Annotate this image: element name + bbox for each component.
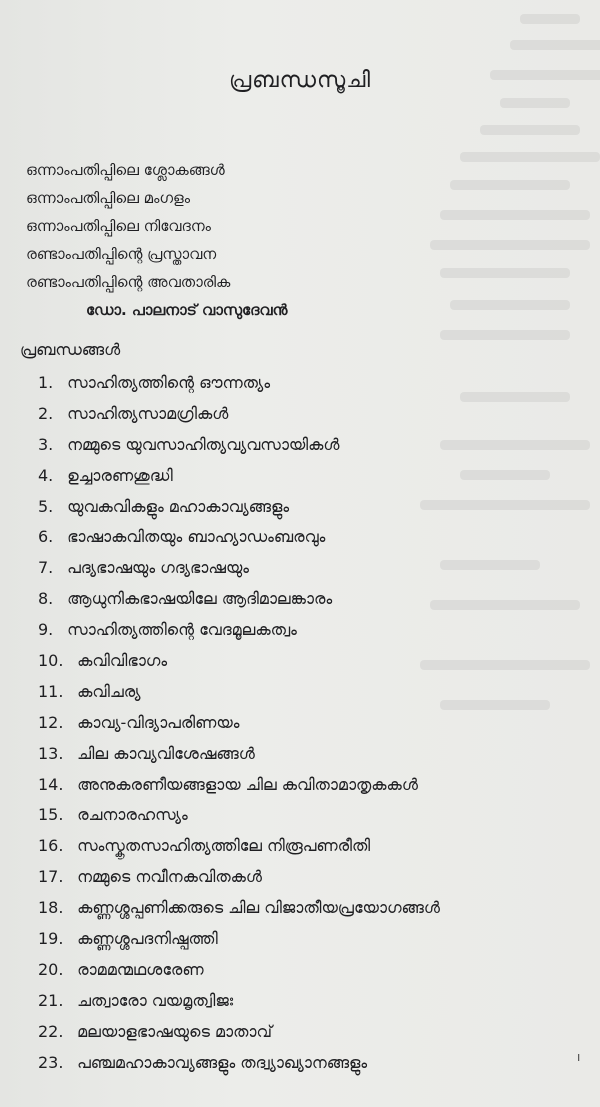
essay-title: മലയാളഭാഷയുടെ മാതാവ് <box>77 1021 272 1041</box>
essay-number: 10. <box>38 651 64 671</box>
front-matter-item: രണ്ടാംപതിപ്പിന്റെ പ്രസ്താവന <box>26 245 217 263</box>
essay-item <box>38 646 440 677</box>
essay-number: 11. <box>38 681 64 701</box>
essay-title: നമ്മുടെ നവീനകവിതകൾ <box>77 867 262 887</box>
essay-number: 5. <box>38 496 54 516</box>
essay-item <box>38 770 440 801</box>
essay-item <box>38 430 440 461</box>
essay-title: പദ്യഭാഷയും ഗദ്യഭാഷയും <box>67 558 249 578</box>
essay-number: 17. <box>38 867 64 887</box>
essay-title: രചനാരഹസ്യം <box>77 805 188 825</box>
essay-number: 4. <box>38 465 54 485</box>
essay-item <box>38 708 440 739</box>
essay-title: ഉച്ചാരണശുദ്ധി <box>67 465 173 485</box>
essay-number: 12. <box>38 712 64 732</box>
essay-title: സംസ്കൃതസാഹിത്യത്തിലേ നിരൂപണരീതി <box>77 836 371 856</box>
essay-number: 16. <box>38 836 64 856</box>
essay-item <box>38 492 440 523</box>
front-matter-list <box>26 156 287 324</box>
essay-number: 8. <box>38 589 54 609</box>
essay-number: 19. <box>38 929 64 949</box>
essay-item <box>38 893 440 924</box>
essay-item <box>38 677 440 708</box>
essay-item <box>38 831 440 862</box>
essay-number: 23. <box>38 1052 64 1072</box>
essay-list <box>38 368 440 1078</box>
essay-item <box>38 739 440 770</box>
essay-item <box>38 800 440 831</box>
essay-title: ഭാഷാകവിതയും ബാഹ്യാഡംബരവും <box>67 527 326 547</box>
essay-item <box>38 461 440 492</box>
essay-item <box>38 399 440 430</box>
front-matter-item: ഒന്നാംപതിപ്പിലെ ശ്ലോകങ്ങൾ <box>26 161 225 179</box>
essay-item <box>38 862 440 893</box>
essay-item <box>38 1017 440 1048</box>
essay-number: 9. <box>38 620 54 640</box>
essay-item <box>38 584 440 615</box>
essay-number: 1. <box>38 373 54 392</box>
essay-number: 18. <box>38 898 64 918</box>
essay-number: 13. <box>38 743 64 763</box>
essay-title: കാവ്യ-വിദ്യാപരിണയം <box>77 712 240 732</box>
essay-number: 3. <box>38 434 54 454</box>
essay-title: പഞ്ചമഹാകാവ്യങ്ങളും തദ്വ്യാഖ്യാനങ്ങളും <box>77 1052 368 1072</box>
essay-number: 22. <box>38 1021 64 1041</box>
section-heading: പ്രബന്ധങ്ങൾ <box>20 340 121 359</box>
essay-title: സാഹിത്യത്തിന്റെ വേദമൂലകത്വം <box>67 620 297 640</box>
essay-item <box>38 522 440 553</box>
front-matter-item: ഒന്നാംപതിപ്പിലെ മംഗളം <box>26 189 191 207</box>
essay-title: കവിവിഭാഗം <box>77 651 168 671</box>
essay-item <box>38 986 440 1017</box>
essay-title: നമ്മുടെ യുവസാഹിത്യവ്യവസായികൾ <box>67 434 340 454</box>
essay-number: 2. <box>38 403 54 423</box>
essay-title: കണ്ണശ്ശപദനിഷ്പത്തി <box>77 929 218 949</box>
essay-title: കവിചര്യ <box>77 681 141 701</box>
essay-item <box>38 1048 440 1079</box>
essay-title: സാഹിത്യത്തിന്റെ ഔന്നത്യം <box>67 373 271 392</box>
essay-title: ചത്വാരോ വയമൃത്വിജഃ <box>77 990 234 1010</box>
essay-item <box>38 615 440 646</box>
essay-number: 7. <box>38 558 54 578</box>
essay-title: സാഹിത്യസാമഗ്രികൾ <box>67 403 229 423</box>
essay-title: ചില കാവ്യവിശേഷങ്ങൾ <box>77 743 255 763</box>
essay-item <box>38 955 440 986</box>
essay-title: ആധുനികഭാഷയിലേ ആദിമാലങ്കാരം <box>67 589 333 609</box>
essay-number: 20. <box>38 959 64 979</box>
essay-number: 6. <box>38 527 54 547</box>
essay-number: 21. <box>38 990 64 1010</box>
page-title: പ്രബന്ധസൂചി <box>229 68 371 93</box>
essay-number: 14. <box>38 774 64 794</box>
essay-item <box>38 924 440 955</box>
essay-number: 15. <box>38 805 64 825</box>
front-matter-item: രണ്ടാംപതിപ്പിന്റെ അവതാരിക <box>26 273 231 291</box>
essay-item <box>38 368 440 399</box>
author-name: ഡോ. പാലനാട് വാസുദേവൻ <box>86 301 288 319</box>
essay-item <box>38 553 440 584</box>
essay-title: അനുകരണീയങ്ങളായ ചില കവിതാമാതൃകകൾ <box>77 774 418 794</box>
essay-title: യുവകവികളും മഹാകാവ്യങ്ങളും <box>67 496 290 516</box>
essay-title: രാമമന്മഥശരേണ <box>77 959 204 979</box>
front-matter-item: ഒന്നാംപതിപ്പിലെ നിവേദനം <box>26 217 211 235</box>
corner-mark: ı <box>577 1050 581 1064</box>
essay-title: കണ്ണശ്ശപ്പണിക്കരുടെ ചില വിജാതീയപ്രയോഗങ്ങൾ <box>77 898 440 918</box>
